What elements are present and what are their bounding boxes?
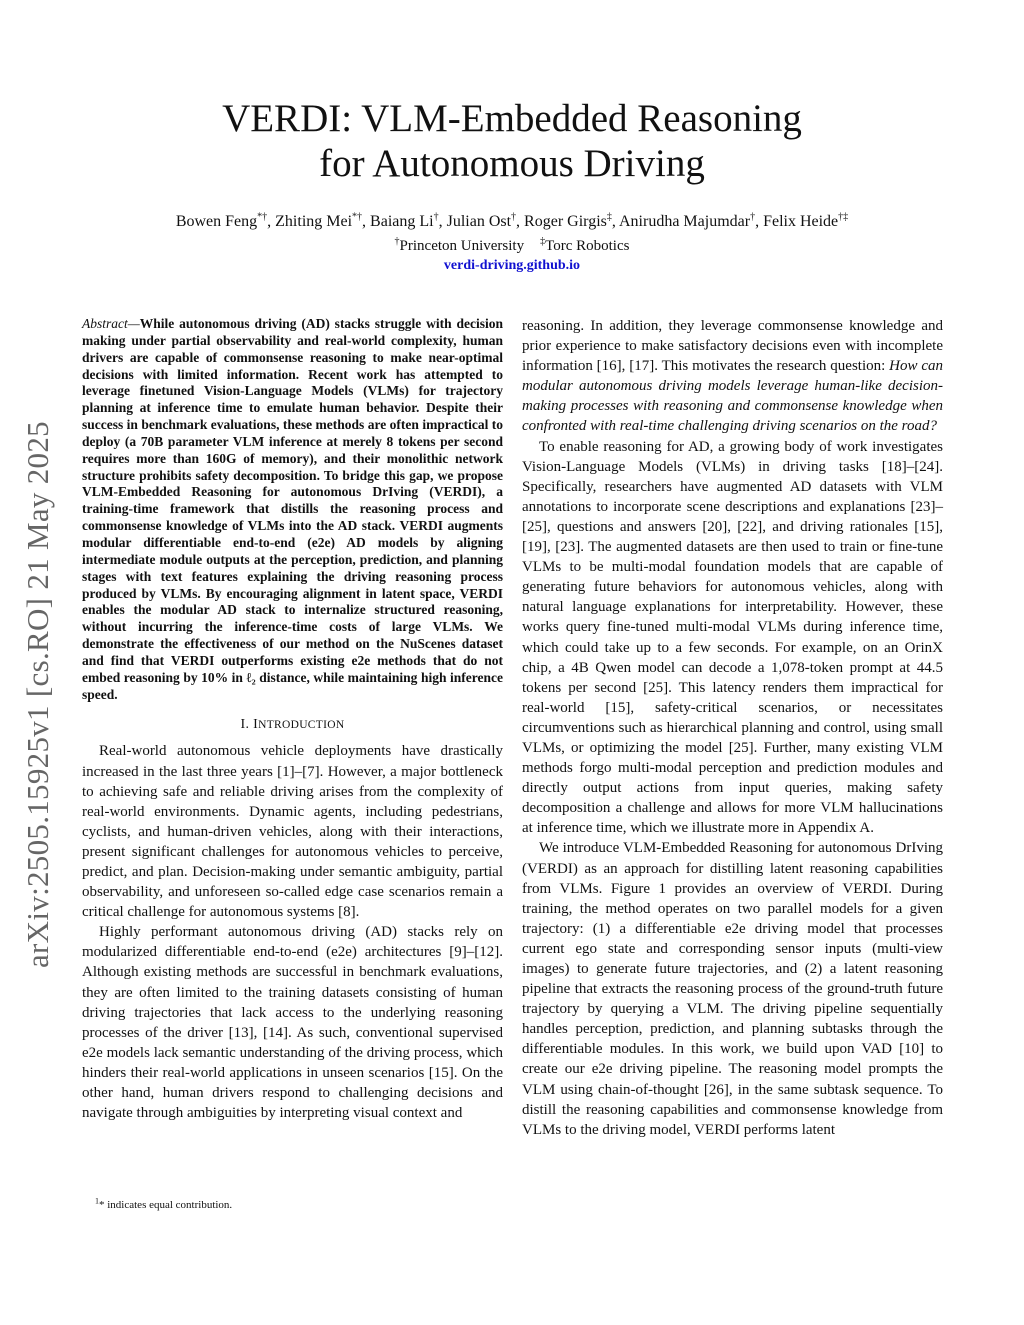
abstract-label: Abstract— (82, 316, 140, 331)
intro-paragraph-5: We introduce VLM-Embedded Reasoning for autonomous DrIving (VERDI) as an approach for distilling latent reasoning capabilities from VLMs. Figure 1 provides an overview of VERDI. During training, the method operates on two parallel models for a given trajectory: (1) a differentiable e2e driving model that processes current ego state and corresponding sensor inputs (multi-view images) to generate future trajectories, and (2) a latent reasoning pipeline that extracts the reasoning process of the ground-truth future trajectory by querying a VLM. The driving pipeline sequentially handles perception, prediction, and planning subtasks through the differentiable modules. In this work, we build upon VAD [10] to create our e2e driving pipeline. The reasoning model prompts the VLM using chain-of-thought [26], in the same subtask sequence. To distill the reasoning capabilities and commonsense knowledge from VLMs to the driving model, VERDI performs latent (522, 840, 943, 1138)
author: Julian Ost†, (446, 211, 525, 230)
left-column (82, 316, 503, 1123)
intro-paragraph-1: Real-world autonomous vehicle deployments have drastically increased in the last three years [1]–[7]. However, a major bottleneck to achieving safe and reliable driving arises from the complexity of real-world environments. Dynamic agents, including pedestrians, cyclists, and human-driven vehicles, along with their interactions, present significant challenges for autonomous vehicles to perceive, predict, and plan. Decision-making under semantic ambiguity, partial observability, and unforeseen so-called edge case scenarios remain a critical challenge for autonomous systems [8]. (82, 743, 503, 921)
abstract-text: While autonomous driving (AD) stacks struggle with decision making under partial observability and real-world complexity, human drivers are capable of commonsense reasoning to make near-optimal decisions with limited information. Recent work has attempted to leverage finetuned Vision-Language Models (VLMs) for trajectory planning at inference time to emulate human behavior. Despite their success in benchmark evaluations, these methods are often impractical to deploy (a 70B parameter VLM inference at merely 8 tokens per second requires more than 160G of memory), and their monolithic network structure prohibits safety decomposition. To bridge this gap, we propose VLM-Embedded Reasoning for autonomous DrIving (VERDI), a training-time framework that distills the reasoning process and commonsense knowledge of VLMs into the AD stack. VERDI augments modular differentiable end-to-end (e2e) AD models by aligning intermediate module outputs at the perception, prediction, and planning stages with text features explaining the driving reasoning process produced by VLMs. By encouraging alignment in latent space, VERDI enables the modular AD stack to internalize structured reasoning, without incurring the inference-time costs of large VLMs. We demonstrate the effectiveness of our method on the NuScenes dataset and find that VERDI outperforms existing e2e methods that do not embed reasoning by 10% in ℓ₂ distance, while maintaining high inference speed. (82, 316, 503, 702)
author: Baiang Li†, (370, 211, 447, 230)
intro-paragraph-4: To enable reasoning for AD, a growing body of work investigates Vision-Language Models (VLMs) in driving tasks [18]–[24]. Specifically, researchers have augmented AD datasets with VLM annotations to incorporate scene descriptions and explanations [23]–[25], questions and answers [20], [22], and driving rationales [15], [19], [23]. The augmented datasets are then used to train or fine-tune VLMs to be multi-modal foundation models that are capable of generating future behaviors for autonomous vehicles, along with natural language explanations for interpretability. However, these works query fine-tuned multi-modal VLMs during inference time, which could take up to a few seconds. For example, on an OrinX chip, a 4B Qwen model can decode a 1,078-token prompt at 44.5 tokens per second [25]. This latency renders them impractical for real-world [15], safety-critical scenarios, or necessitates circumventions such as hierarchical planning and control, using small VLMs, or optimizing the model [25]. Further, many existing VLM methods forgo multi-modal perception and prediction modules and directly output actions from input queries, making safety decomposition a challenge and allows for more VLM hallucinations at inference time, which we illustrate more in Appendix A. (522, 438, 943, 837)
affiliation-princeton: †Princeton University (394, 236, 525, 254)
section-heading-introduction: I. INTRODUCTION (240, 717, 345, 733)
author: Zhiting Mei*†, (275, 211, 371, 230)
author: Bowen Feng*†, (175, 211, 276, 230)
right-column (522, 316, 943, 1140)
author-list (62, 211, 962, 233)
author: Felix Heide†‡ (763, 211, 849, 230)
author: Anirudha Majumdar†, (618, 211, 764, 230)
project-url-link[interactable]: verdi-driving.github.io (443, 258, 581, 273)
author: Roger Girgis‡, (524, 211, 619, 230)
intro-paragraph-2: Highly performant autonomous driving (AD) stacks rely on modularized differentiable end-to-end (e2e) architectures [9]–[12]. Although existing methods are successful in benchmark evaluations, they are often limited to the training datasets consisting of human driving trajectories that lack access to the underlying reasoning processes of the driver [13], [14]. As such, conventional supervised e2e models lack semantic understanding of the driving process, which hinders their real-world applications in unseen scenarios [15]. On the other hand, human drivers respond to challenging decisions and navigate through ambiguities by interpreting visual context and (82, 924, 503, 1122)
footnote: $^1$* indicates equal contribution. (95, 1196, 233, 1211)
research-question: How can modular autonomous driving models leverage human-like decision-making processes with reasoning and commonsense knowledge when confronted with real-time challenging driving scenarios on the road? (522, 358, 943, 435)
title-line-1: VERDI: VLM-Embedded Reasoning (222, 97, 802, 140)
paper-title (112, 96, 912, 186)
affiliation-torc: ‡Torc Robotics (540, 236, 630, 254)
title-line-2: for Autonomous Driving (319, 142, 705, 185)
affiliations (62, 236, 962, 256)
abstract (82, 316, 503, 703)
arxiv-identifier-stamp: arXiv:2505.15925v1 [cs.RO] 21 May 2025 (20, 421, 55, 968)
intro-paragraph-3: reasoning. In addition, they leverage commonsense knowledge and prior experience to make satisfactory decisions even with incomplete information [16], [17]. This motivates the research question: How can modular autonomous driving models leverage human-like decision-making processes with reasoning and commonsense knowledge when confronted with real-time challenging driving scenarios on the road? (522, 318, 943, 435)
